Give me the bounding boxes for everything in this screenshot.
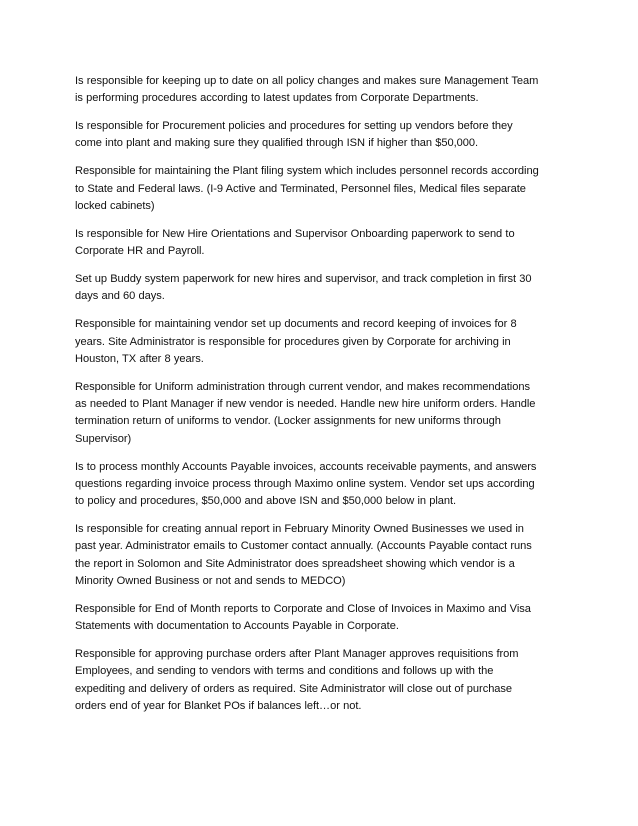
text-line: Is responsible for creating annual report in February Minority Owned Businesses we used in [75, 522, 524, 535]
text-line: expediting and delivery of orders as required. Site Administrator will close out of purchase [75, 682, 513, 695]
text-line: Corporate HR and Payroll. [75, 245, 205, 258]
paragraph-policy-updates [75, 73, 565, 108]
text-line: Is responsible for keeping up to date on all policy changes and makes sure Management Team [75, 75, 539, 87]
paragraph-buddy-system [75, 271, 565, 306]
text-line: Minority Owned Business or not and sends to MEDCO) [75, 574, 346, 587]
paragraph-procurement [75, 118, 565, 153]
text-line: as needed to Plant Manager if new vendor is needed. Handle new hire uniform orders. Handle [75, 398, 536, 411]
paragraph-filing-system [75, 163, 565, 215]
paragraph-vendor-records [75, 316, 565, 368]
text-line: days and 60 days. [75, 290, 165, 303]
text-line: Is responsible for Procurement policies and procedures for setting up vendors before they [75, 120, 513, 133]
paragraph-new-hire-orientation [75, 226, 565, 261]
paragraph-accounts-payable [75, 459, 565, 511]
text-line: to policy and procedures, $50,000 and above ISN and $50,000 below in plant. [75, 495, 457, 508]
text-line: years. Site Administrator is responsible for procedures given by Corporate for archiving in [75, 335, 511, 348]
text-line: Supervisor) [75, 432, 132, 445]
text-line: is performing procedures according to latest updates from Corporate Departments. [75, 92, 479, 105]
text-line: Responsible for approving purchase orders after Plant Manager approves requisitions from [75, 647, 519, 660]
text-line: Responsible for maintaining the Plant filing system which includes personnel records according [75, 165, 539, 178]
text-line: Responsible for End of Month reports to Corporate and Close of Invoices in Maximo and Visa [75, 602, 531, 615]
text-line: the report in Solomon and Site Administrator does spreadsheet showing which vendor is a [75, 557, 515, 570]
text-line: questions regarding invoice process through Maximo online system. Vendor set ups according [75, 477, 535, 490]
text-line: Houston, TX after 8 years. [75, 352, 204, 365]
text-line: Is to process monthly Accounts Payable invoices, accounts receivable payments, and answers [75, 460, 537, 473]
text-line: Employees, and sending to vendors with terms and conditions and follows up with the [75, 665, 494, 678]
text-line: Responsible for maintaining vendor set up documents and record keeping of invoices for 8 [75, 318, 517, 331]
text-line: locked cabinets) [75, 199, 155, 212]
text-line: termination return of uniforms to vendor. (Locker assignments for new uniforms through [75, 415, 501, 428]
text-line: Set up Buddy system paperwork for new hires and supervisor, and track completion in first 30 [75, 273, 532, 286]
text-line: orders end of year for Blanket POs if balances left…or not. [75, 699, 362, 712]
paragraph-purchase-orders [75, 646, 565, 715]
text-line: Statements with documentation to Accounts Payable in Corporate. [75, 620, 399, 633]
paragraph-end-of-month [75, 601, 565, 636]
paragraph-annual-report [75, 521, 565, 590]
paragraph-uniform-administration [75, 379, 565, 448]
text-line: to State and Federal laws. (I-9 Active and Terminated, Personnel files, Medical files separate [75, 182, 526, 195]
text-line: past year. Administrator emails to Customer contact annually. (Accounts Payable contact runs [75, 540, 532, 553]
text-line: Is responsible for New Hire Orientations and Supervisor Onboarding paperwork to send to [75, 227, 515, 240]
text-line: come into plant and making sure they qualified through ISN if higher than $50,000. [75, 137, 479, 150]
document-body [75, 73, 565, 726]
text-line: Responsible for Uniform administration through current vendor, and makes recommendations [75, 380, 530, 393]
